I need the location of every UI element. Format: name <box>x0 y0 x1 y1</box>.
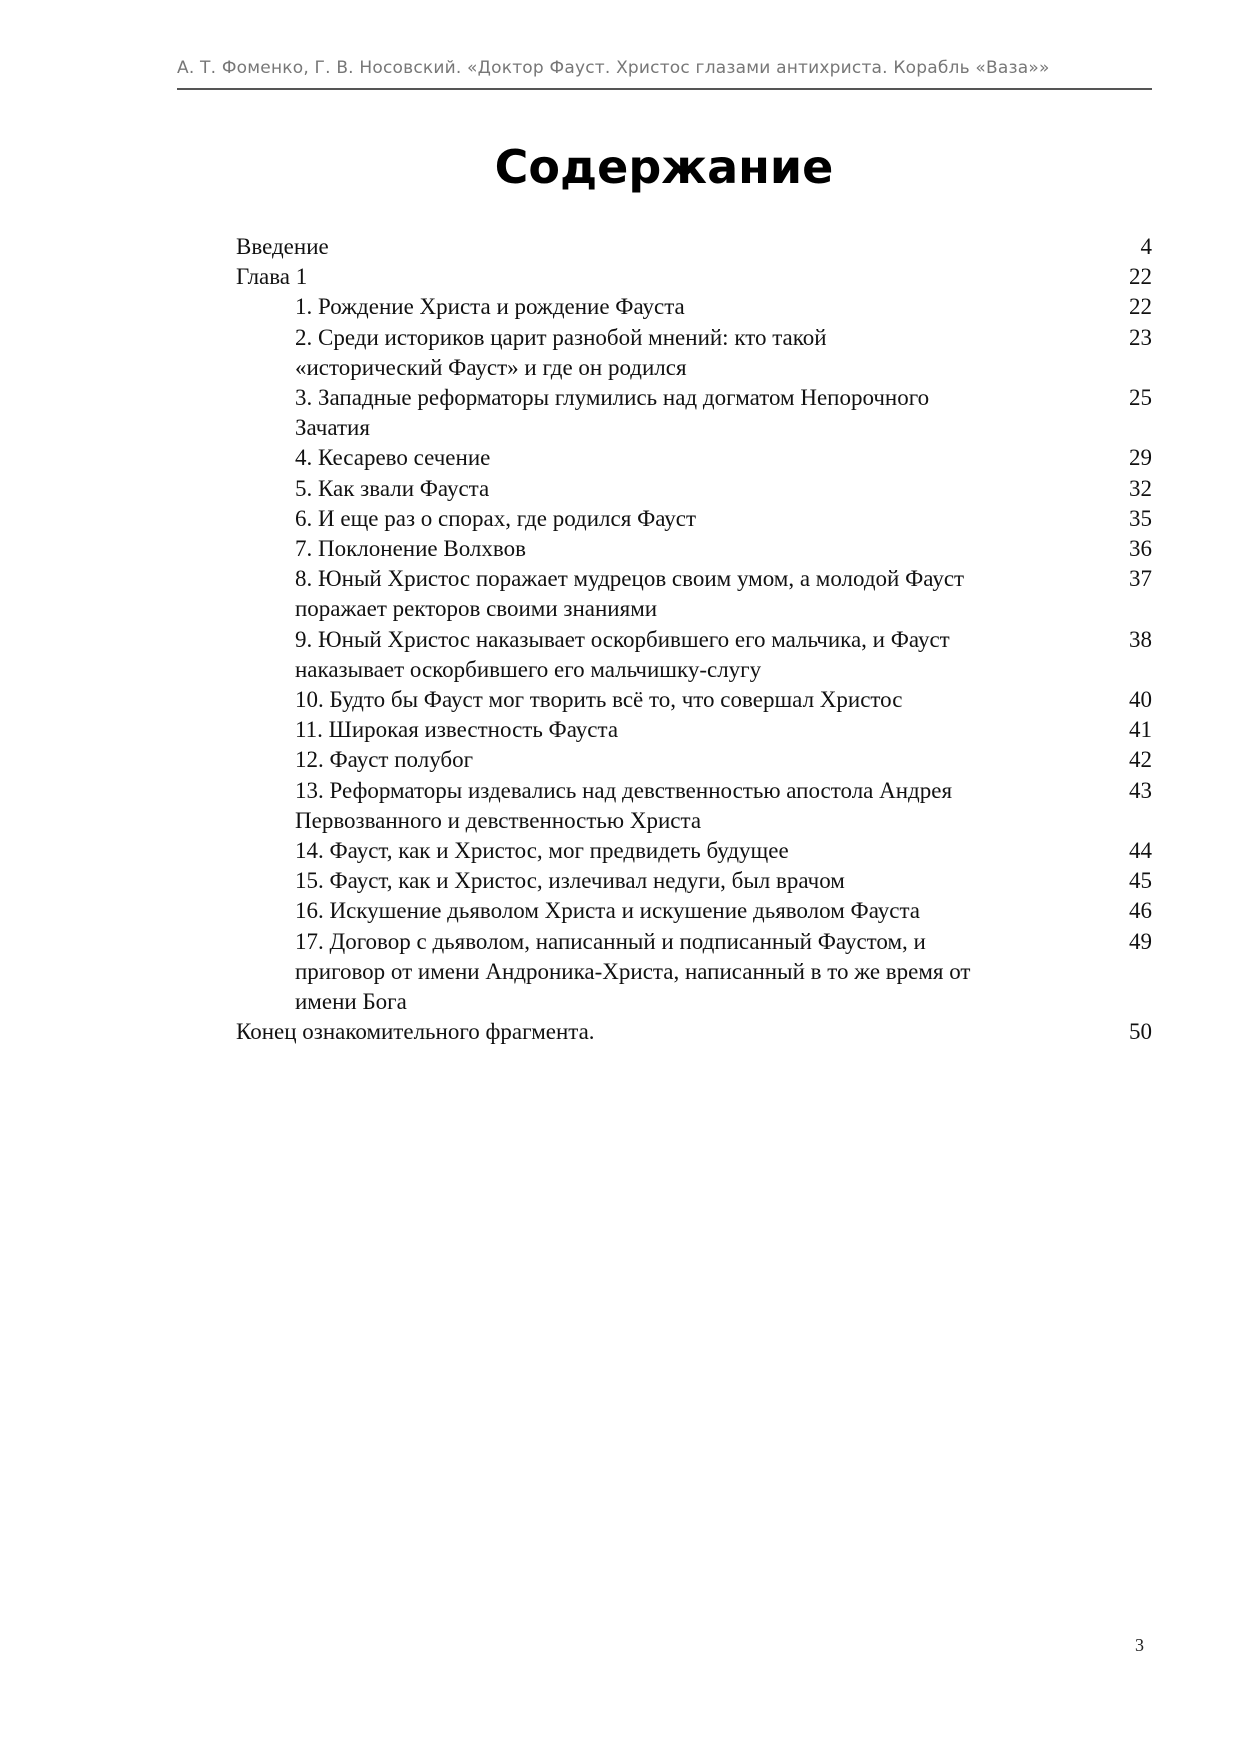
toc-entry-chapter[interactable] <box>236 1017 1152 1047</box>
toc-entry-page-number: 41 <box>1129 717 1152 743</box>
toc-entry-label: 9. Юный Христос наказывает оскорбившего его мальчика, и Фауст наказывает оскорбившего его мальчишку-слугу <box>295 626 950 682</box>
toc-entry-label: 11. Широкая известность Фауста <box>295 717 619 743</box>
toc-entry-page-number: 45 <box>1129 868 1152 894</box>
toc-entry-page-number: 37 <box>1129 566 1152 592</box>
header-divider <box>177 88 1152 90</box>
toc-entry-label: Конец ознакомительного фрагмента. <box>236 1019 595 1045</box>
toc-entry-section[interactable] <box>236 776 1152 836</box>
toc-entry-section[interactable] <box>236 292 1152 322</box>
toc-entry-section[interactable] <box>236 504 1152 534</box>
toc-entry-section[interactable] <box>236 383 1152 443</box>
toc-entry-label: 3. Западные реформаторы глумились над догматом Непорочного Зачатия <box>295 385 930 441</box>
toc-entry-page-number: 35 <box>1129 505 1152 531</box>
toc-entry-label: 5. Как звали Фауста <box>295 475 490 501</box>
toc-entry-section[interactable] <box>236 625 1152 685</box>
toc-entry-page-number: 49 <box>1129 928 1152 954</box>
toc-entry-chapter[interactable] <box>236 232 1152 262</box>
toc-entry-label: 13. Реформаторы издевались над девственностью апостола Андрея Первозванного и девственностью Христа <box>295 777 953 833</box>
toc-entry-page-number: 46 <box>1129 898 1152 924</box>
toc-entry-chapter[interactable] <box>236 262 1152 292</box>
toc-entry-page-number: 32 <box>1129 475 1152 501</box>
toc-entry-label: 6. И еще раз о спорах, где родился Фауст <box>295 505 697 531</box>
toc-entry-label: 1. Рождение Христа и рождение Фауста <box>295 294 685 320</box>
toc-entry-section[interactable] <box>236 715 1152 745</box>
page-number: 3 <box>1135 1635 1144 1655</box>
toc-entry-section[interactable] <box>236 896 1152 926</box>
toc-entry-page-number: 22 <box>1129 294 1152 320</box>
toc-entry-page-number: 36 <box>1129 536 1152 562</box>
toc-entry-section[interactable] <box>236 927 1152 1018</box>
toc-entry-page-number: 40 <box>1129 687 1152 713</box>
toc-entry-label: Глава 1 <box>236 264 308 290</box>
toc-entry-section[interactable] <box>236 443 1152 473</box>
toc-entry-section[interactable] <box>236 323 1152 383</box>
toc-entry-page-number: 44 <box>1129 838 1152 864</box>
toc-entry-page-number: 38 <box>1129 626 1152 652</box>
toc-entry-label: 12. Фауст полубог <box>295 747 474 773</box>
toc-entry-label: 10. Будто бы Фауст мог творить всё то, что совершал Христос <box>295 687 903 713</box>
toc-entry-page-number: 29 <box>1129 445 1152 471</box>
toc-entry-page-number: 42 <box>1129 747 1152 773</box>
toc-entry-section[interactable] <box>236 564 1152 624</box>
toc-entry-page-number: 4 <box>1140 234 1152 259</box>
toc-entry-label: 16. Искушение дьяволом Христа и искушение дьяволом Фауста <box>295 898 920 924</box>
toc-entry-section[interactable] <box>236 745 1152 775</box>
toc-entry-page-number: 25 <box>1129 385 1152 411</box>
toc-entry-label: 17. Договор с дьяволом, написанный и подписанный Фаустом, и приговор от имени Андроника-Христа, написанный в то же время от имени Бога <box>295 928 971 1015</box>
table-of-contents <box>236 232 1152 1047</box>
toc-entry-label: 14. Фауст, как и Христос, мог предвидеть будущее <box>295 838 789 864</box>
toc-entry-page-number: 23 <box>1129 324 1152 350</box>
toc-entry-label: Введение <box>236 234 329 259</box>
page-title: Содержание <box>494 140 834 194</box>
toc-entry-section[interactable] <box>236 534 1152 564</box>
running-header: А. Т. Фоменко, Г. В. Носовский. «Доктор Фауст. Христос глазами антихриста. Корабль «Ваза»» <box>177 58 1050 78</box>
toc-entry-page-number: 43 <box>1129 777 1152 803</box>
toc-entry-section[interactable] <box>236 685 1152 715</box>
toc-entry-label: 8. Юный Христос поражает мудрецов своим умом, а молодой Фауст поражает ректоров своими знаниями <box>295 566 965 622</box>
toc-entry-section[interactable] <box>236 836 1152 866</box>
toc-entry-label: 7. Поклонение Волхвов <box>295 536 526 562</box>
toc-entry-section[interactable] <box>236 474 1152 504</box>
toc-entry-label: 2. Среди историков царит разнобой мнений: кто такой «исторический Фауст» и где он родился <box>295 324 827 380</box>
toc-entry-label: 4. Кесарево сечение <box>295 445 491 471</box>
toc-entry-page-number: 50 <box>1129 1019 1152 1045</box>
toc-entry-section[interactable] <box>236 866 1152 896</box>
toc-entry-page-number: 22 <box>1129 264 1152 290</box>
toc-entry-label: 15. Фауст, как и Христос, излечивал недуги, был врачом <box>295 868 845 894</box>
